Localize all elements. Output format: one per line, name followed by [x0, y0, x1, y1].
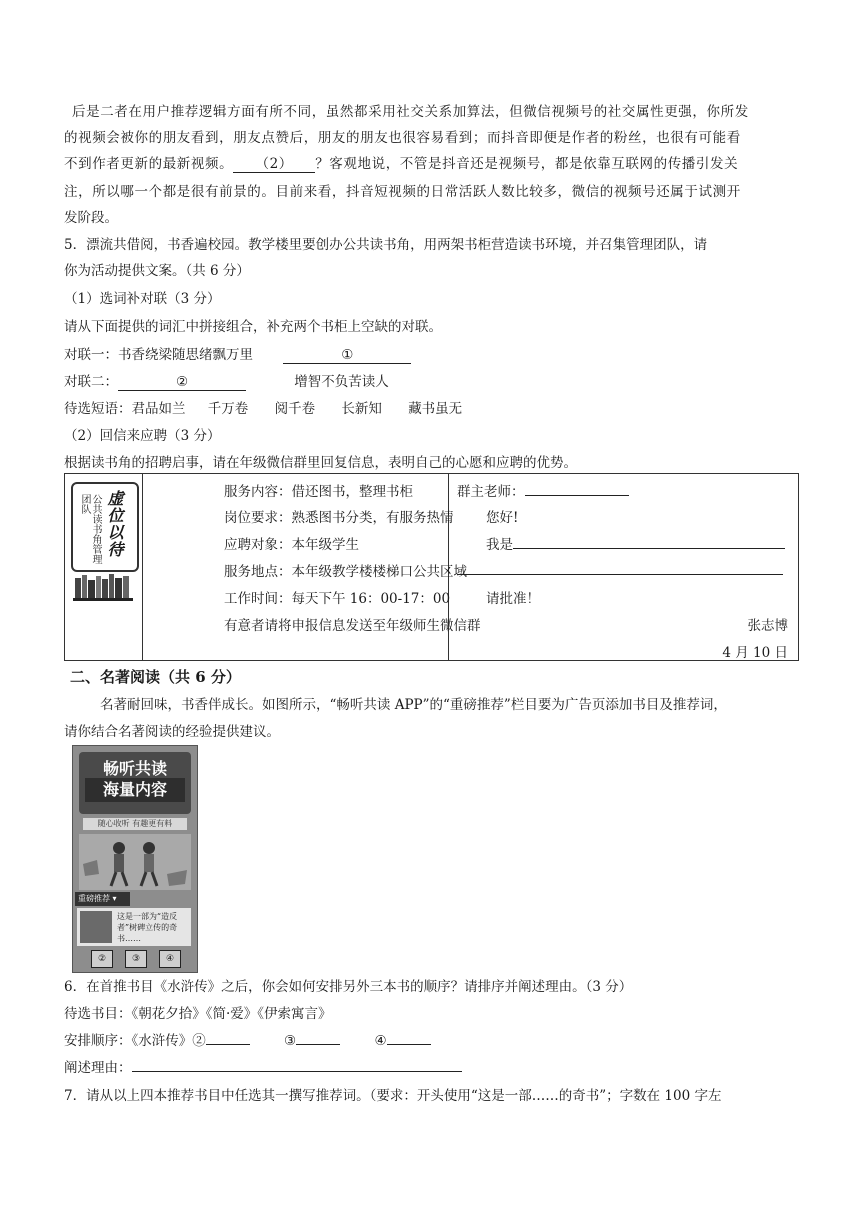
reply-me [486, 533, 785, 553]
q5-sub2: （2）回信来应聘（3 分） [64, 428, 221, 444]
reply-date: 4 月 10 日 [722, 645, 788, 661]
section2-intro-2: 请你结合名著阅读的经验提供建议。 [64, 724, 280, 740]
salutation-label: 群主老师： [457, 484, 525, 500]
teacher-name-blank[interactable] [525, 481, 629, 496]
couplet-1 [64, 343, 411, 364]
intro-line-3 [64, 152, 738, 173]
couplet-2-blank[interactable]: ② [118, 374, 246, 391]
me-label: 我是 [486, 537, 513, 553]
blank-2[interactable]: （2） [233, 152, 315, 173]
q5-sub1: （1）选词补对联（3 分） [64, 291, 221, 307]
slot-button-4[interactable]: ④ [159, 950, 181, 968]
reply-line-2 [457, 560, 783, 579]
app-title-2: 海量内容 [85, 778, 185, 802]
order-blank-4[interactable] [387, 1030, 431, 1045]
app-title-1: 畅听共读 [102, 759, 167, 778]
reply-closing: 请批准！ [486, 591, 540, 607]
app-slogan: 随心收听 有趣更有料 [83, 818, 187, 830]
recruit-table [64, 473, 799, 661]
couplet-1-label: 对联一：书香绕梁随思绪飘万里 [64, 347, 253, 363]
couplet-1-blank[interactable]: ① [283, 347, 411, 364]
card-text: 这是一部为“造反者”树碑立传的奇书…… [117, 912, 178, 943]
section2-intro-1: 名著耐回味，书香伴成长。如图所示，“畅听共读 APP”的“重磅推荐”栏目要为广告页添加书目及推荐词， [100, 697, 727, 713]
intro-line-1: 后是二者在用户推荐逻辑方面有所不同，虽然都采用社交关系加算法，但微信视频号的社交属性更强，你所发 [72, 104, 749, 120]
q6-order [64, 1029, 431, 1049]
option-item: 千万卷 [207, 401, 249, 417]
q6-reason [64, 1056, 462, 1076]
reason-blank[interactable] [132, 1057, 462, 1072]
couplet-2-label: 对联二： [64, 374, 118, 390]
option-item: 阅千卷 [274, 401, 316, 417]
order-label: 安排顺序：《水浒传》② [64, 1033, 206, 1049]
couplet-2 [64, 370, 389, 391]
section2-heading: 二、名著阅读（共 6 分） [70, 668, 241, 686]
couplet-2-right: 增智不负苦读人 [294, 374, 389, 390]
recruit-logo [71, 482, 139, 572]
options-line [64, 397, 462, 417]
recruit-row: 应聘对象：本年级学生 [224, 537, 359, 553]
reply-blank-2[interactable] [457, 560, 783, 575]
app-ad-image [72, 745, 198, 973]
q7-title: 7．请从以上四本推荐书目中任选其一撰写推荐词。（要求：开头使用“这是一部……的奇书”；字数在 100 字左 [64, 1088, 722, 1104]
options-label: 待选短语：君品如兰 [64, 401, 186, 417]
recruit-row: 有意者请将申报信息发送至年级师生微信群 [224, 618, 481, 634]
recruit-row: 服务地点：本年级教学楼楼梯口公共区域 [224, 564, 467, 580]
students-illustration [79, 834, 191, 890]
slot-button-3[interactable]: ③ [125, 950, 147, 968]
intro-line-2: 的视频会被你的朋友看到，朋友点赞后，朋友的朋友也很容易看到；而抖音即便是作者的粉丝，也很有可能看 [64, 130, 741, 146]
app-header [79, 752, 191, 814]
intro-line-3-pre: 不到作者更新的最新视频。 [64, 156, 234, 172]
order-blank-2[interactable] [206, 1030, 250, 1045]
recruit-row: 岗位要求：熟悉图书分类，有服务热情 [224, 510, 454, 526]
logo-small-text: 公共读书角管理团队 [79, 494, 101, 564]
intro-line-3-post: ？客观地说，不管是抖音还是视频号，都是依靠互联网的传播引发关 [315, 156, 739, 172]
order-4-label: ④ [374, 1033, 387, 1049]
q6-candidates: 待选书目：《朝花夕拾》《简·爱》《伊索寓言》 [64, 1006, 332, 1022]
intro-line-5: 发阶段。 [64, 210, 118, 226]
q5-sub2-instr: 根据读书角的招聘启事，请在年级微信群里回复信息，表明自己的心愿和应聘的优势。 [64, 455, 577, 471]
slot-button-2[interactable]: ② [91, 950, 113, 968]
q5-title-line-2: 你为活动提供文案。（共 6 分） [64, 263, 250, 279]
q6-title: 6．在首推书目《水浒传》之后，你会如何安排另外三本书的顺序？请排序并阐述理由。（3 分） [64, 979, 633, 995]
books-icon [73, 572, 135, 602]
reply-salutation [457, 480, 629, 500]
option-item: 藏书虽无 [408, 401, 463, 417]
reason-label: 阐述理由： [64, 1060, 132, 1076]
featured-card[interactable] [77, 908, 191, 946]
recruit-row: 服务内容：借还图书，整理书柜 [224, 484, 413, 500]
reply-blank-1[interactable] [513, 534, 785, 549]
q5-title-line-1: 5．漂流共借阅，书香遍校园。教学楼里要创办公共读书角，用两架书柜营造读书环境，并召集管理团队，请 [64, 237, 708, 253]
q5-sub1-instr: 请从下面提供的词汇中拼接组合，补充两个书柜上空缺的对联。 [64, 319, 442, 335]
reply-signature: 张志博 [747, 618, 788, 634]
reply-greeting: 您好! [486, 510, 519, 526]
recruit-logo-cell [65, 474, 143, 661]
order-3-label: ③ [284, 1033, 297, 1049]
recruit-info-cell [143, 474, 481, 661]
option-item: 长新知 [341, 401, 382, 417]
featured-tab[interactable]: 重磅推荐 ▾ [75, 892, 130, 906]
order-blank-3[interactable] [296, 1030, 340, 1045]
recruit-row: 工作时间：每天下午 16：00-17：00 [224, 591, 451, 607]
intro-line-4: 注，所以哪一个都是很有前景的。目前来看，抖音短视频的日常活跃人数比较多，微信的视频号还属于试测开 [64, 184, 741, 200]
book-cover-image [80, 911, 112, 943]
logo-big-text: 虚位以待 [105, 490, 124, 558]
reply-cell [449, 474, 799, 661]
